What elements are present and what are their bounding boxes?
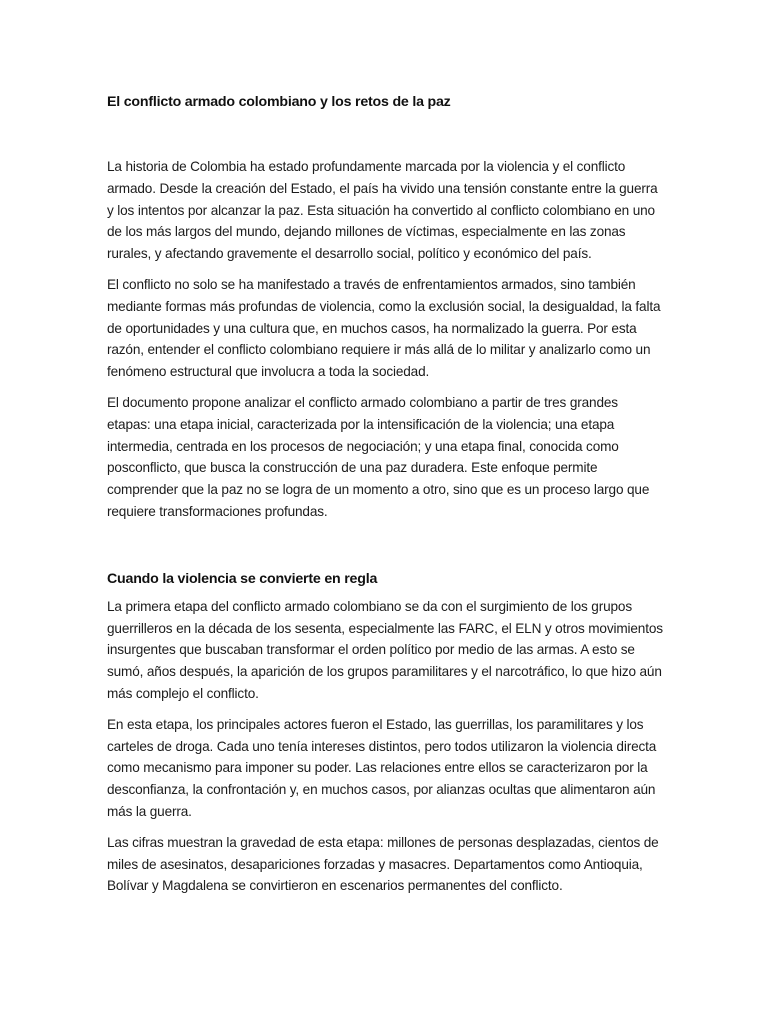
intro-paragraph-3: El documento propone analizar el conflicto armado colombiano a partir de tres grandes etapas: una etapa inicial, caracterizada por la intensificación de la violencia; una etapa intermedia, centrada en los procesos de negociación; y una etapa final, conocida como posconflicto, que busca la construcción de una paz duradera. Este enfoque permite comprender que la paz no se logra de un momento a otro, sino que es un proceso largo que requiere transformaciones profundas. (107, 394, 650, 519)
section-title: Cuando la violencia se convierte en regla (107, 570, 378, 587)
section-paragraph-2: En esta etapa, los principales actores fueron el Estado, las guerrillas, los paramilitares y los carteles de droga. Cada uno tenía intereses distintos, pero todos utilizaron la violencia directa como mecanismo para imponer su poder. Las relaciones entre ellos se caracterizaron por la desconfianza, la confrontación y, en muchos casos, por alianzas ocultas que alimentaron aún más la guerra. (107, 716, 657, 819)
intro-paragraph-2: El conflicto no solo se ha manifestado a través de enfrentamientos armados, sino también mediante formas más profundas de violencia, como la exclusión social, la desigualdad, la falta de oportunidades y una cultura que, en muchos casos, ha normalizado la guerra. Por esta razón, entender el conflicto colombiano requiere ir más allá de lo militar y analizarlo como un fenómeno estructural que involucra a toda la sociedad. (107, 276, 661, 380)
section-paragraph-3: Las cifras muestran la gravedad de esta etapa: millones de personas desplazadas, cientos de miles de asesinatos, desapariciones forzadas y masacres. Departamentos como Antioquia, Bolívar y Magdalena se convirtieron en escenarios permanentes del conflicto. (107, 834, 659, 894)
section-paragraph-1: La primera etapa del conflicto armado colombiano se da con el surgimiento de los grupos guerrilleros en la década de los sesenta, especialmente las FARC, el ELN y otros movimientos insurgentes que buscaban transformar el orden político por medio de las armas. A esto se sumó, años después, la aparición de los grupos paramilitares y el narcotráfico, lo que hizo aún más complejo el conflicto. (107, 598, 663, 701)
document-page (107, 92, 663, 906)
intro-paragraph-1: La historia de Colombia ha estado profundamente marcada por la violencia y el conflicto armado. Desde la creación del Estado, el país ha vivido una tensión constante entre la guerra y los intentos por alcanzar la paz. Esta situación ha convertido al conflicto colombiano en uno de los más largos del mundo, dejando millones de víctimas, especialmente en las zonas rurales, y afectando gravemente el desarrollo social, político y económico del país. (107, 159, 658, 262)
document-title: El conflicto armado colombiano y los retos de la paz (107, 94, 451, 110)
